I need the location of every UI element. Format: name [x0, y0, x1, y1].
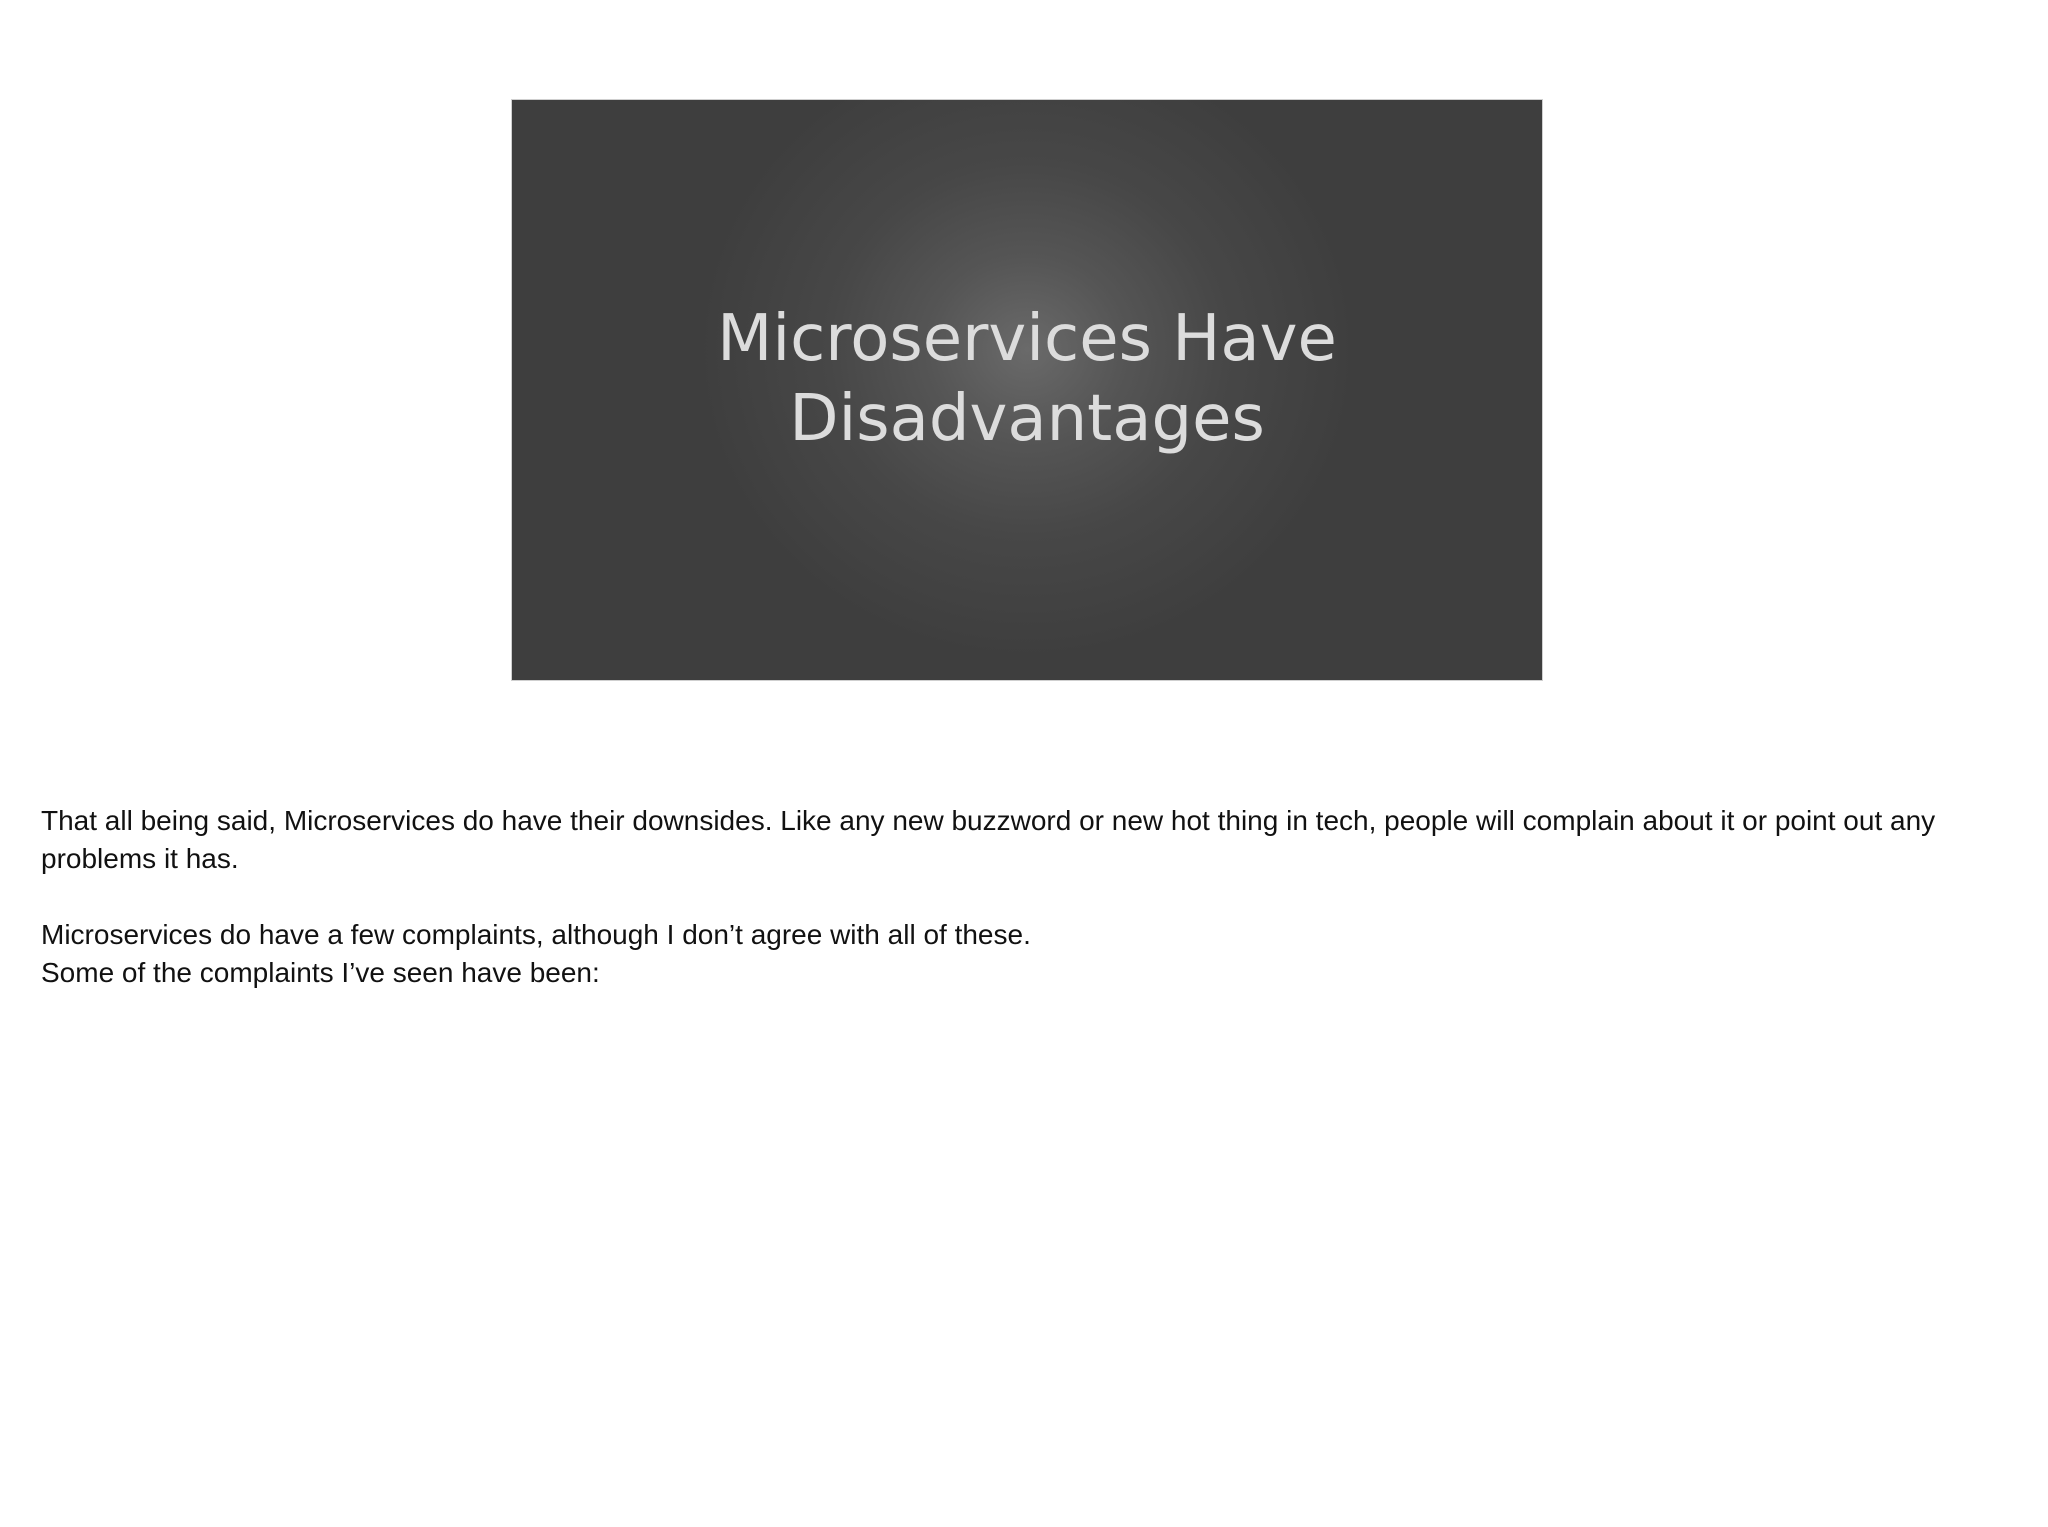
notes-paragraph-2-line-1: Microservices do have a few complaints, although I don’t agree with all of these.: [41, 919, 1031, 950]
slide-title-line-2: Disadvantages: [789, 382, 1265, 456]
notes-paragraph-1: That all being said, Microservices do have their downsides. Like any new buzzword or new hot thing in tech, people will complain about it or point out any problems it has.: [41, 805, 1936, 874]
slide-title: [677, 299, 1377, 459]
slide-preview: [512, 100, 1542, 680]
speaker-notes: [41, 802, 2011, 1030]
notes-paragraph-2: [41, 916, 2011, 992]
notes-paragraph-2-line-2: Some of the complaints I’ve seen have been:: [41, 957, 600, 988]
slide-title-line-1: Microservices Have: [717, 302, 1337, 376]
